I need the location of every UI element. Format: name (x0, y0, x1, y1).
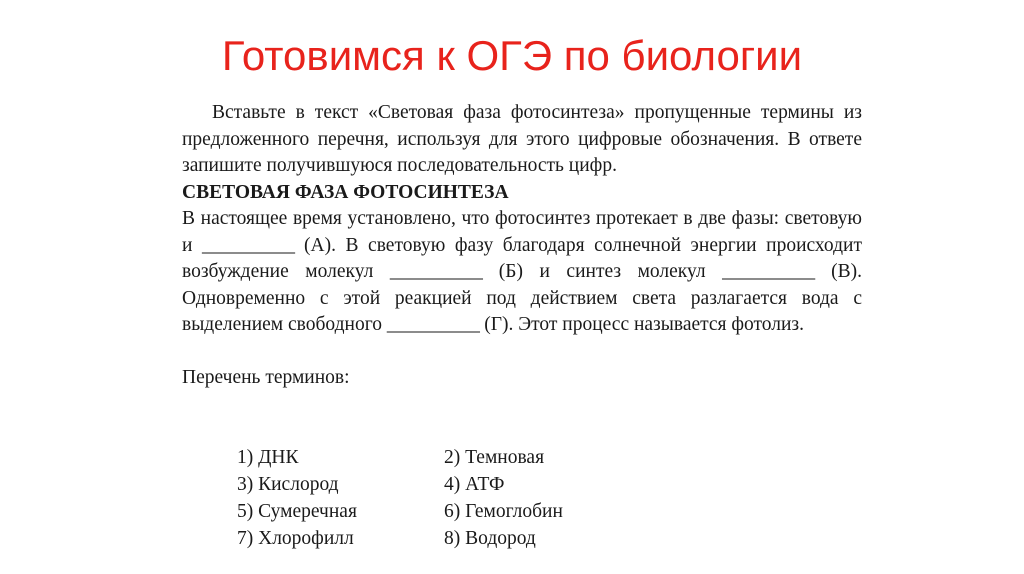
terms-row (237, 471, 637, 498)
terms-row (237, 498, 637, 525)
term-item: 2) Темновая (444, 447, 545, 468)
term-item: 4) АТФ (444, 474, 505, 495)
terms-row (237, 525, 637, 552)
terms-list (237, 444, 637, 552)
task-instruction: Вставьте в текст «Световая фаза фотосинтеза» пропущенные термины из предложенного перечня, используя для этого цифровые обозначения. В ответе запишите получившуюся последовательность цифр. (182, 102, 862, 176)
blank-b: __________ (389, 261, 483, 282)
term-item: 6) Гемоглобин (444, 501, 563, 522)
term-item: 3) Кислород (237, 474, 339, 495)
text-part: (А). В световую фазу благодаря солнечной энергии происходит возбуждение молекул (182, 234, 863, 282)
slide-title: Готовимся к ОГЭ по биологии (221, 32, 803, 79)
blank-c: __________ (722, 261, 815, 282)
blank-d: __________ (386, 314, 480, 335)
blank-a: __________ (201, 234, 295, 256)
term-item: 7) Хлорофилл (237, 528, 354, 549)
text-part: (Б) и синтез молекул (482, 261, 723, 282)
text-heading: СВЕТОВАЯ ФАЗА ФОТОСИНТЕЗА (182, 181, 509, 203)
terms-row (237, 444, 637, 471)
text-part: (В). Одновременно с этой реакцией под действием света разлагается вода с выделением свободного (182, 261, 862, 335)
term-item: 5) Сумеречная (237, 501, 357, 522)
terms-title: Перечень терминов: (182, 366, 350, 388)
text-part: (Г). Этот процесс называется фотолиз. (479, 314, 805, 335)
term-item: 8) Водород (444, 528, 536, 549)
text-part: В настоящее время установлено, что фотосинтез протекает в две фазы: световую и (182, 208, 862, 256)
task-block (182, 100, 862, 391)
task-text (182, 206, 862, 339)
term-item: 1) ДНК (237, 447, 299, 468)
